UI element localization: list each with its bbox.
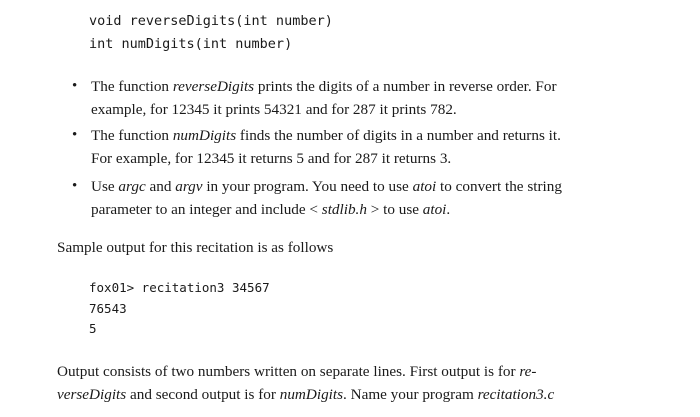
bullet-marker: • (72, 178, 78, 194)
text-line: verseDigits and second output is for numDigits. Name your program recitation3.c (57, 386, 555, 403)
bullet-marker: • (72, 127, 78, 143)
sample-output-line-count: 5 (89, 321, 97, 336)
emphasized-term: atoi (412, 178, 437, 195)
emphasized-term: stdlib.h (321, 201, 367, 218)
text-line: Use argc and argv in your program. You need to use atoi to convert the string (91, 178, 562, 195)
sample-output-line-command: fox01> recitation3 34567 (89, 280, 270, 295)
bullet-item-reverse-digits (91, 75, 655, 121)
sample-output-intro: Sample output for this recitation is as follows (57, 239, 334, 256)
emphasized-term: argv (175, 178, 203, 195)
text-line: Output consists of two numbers written on separate lines. First output is for re- (57, 363, 537, 380)
bullet-item-argc-argv (91, 175, 655, 221)
closing-paragraph (57, 360, 655, 406)
emphasized-term: reverseDigits (172, 78, 255, 95)
text-line: The function reverseDigits prints the digits of a number in reverse order. For (91, 78, 557, 95)
bullet-marker: • (72, 78, 78, 94)
function-signature-num-digits: int numDigits(int number) (89, 36, 293, 52)
emphasized-term: recitation3.c (477, 386, 555, 403)
emphasized-term: verseDigits (57, 386, 127, 403)
emphasized-term: atoi (422, 201, 447, 218)
emphasized-term: numDigits (279, 386, 344, 403)
text-line: For example, for 12345 it returns 5 and for 287 it returns 3. (91, 150, 452, 167)
text-line: parameter to an integer and include < stdlib.h > to use atoi. (91, 201, 451, 218)
emphasized-term: re- (519, 363, 537, 380)
sample-output-line-reversed: 76543 (89, 301, 127, 316)
text-line: The function numDigits finds the number of digits in a number and returns it. (91, 127, 561, 144)
emphasized-term: argc (118, 178, 146, 195)
function-signature-reverse-digits: void reverseDigits(int number) (89, 13, 333, 29)
emphasized-term: numDigits (172, 127, 237, 144)
text-line: example, for 12345 it prints 54321 and for 287 it prints 782. (91, 101, 457, 118)
bullet-item-num-digits (91, 124, 655, 170)
